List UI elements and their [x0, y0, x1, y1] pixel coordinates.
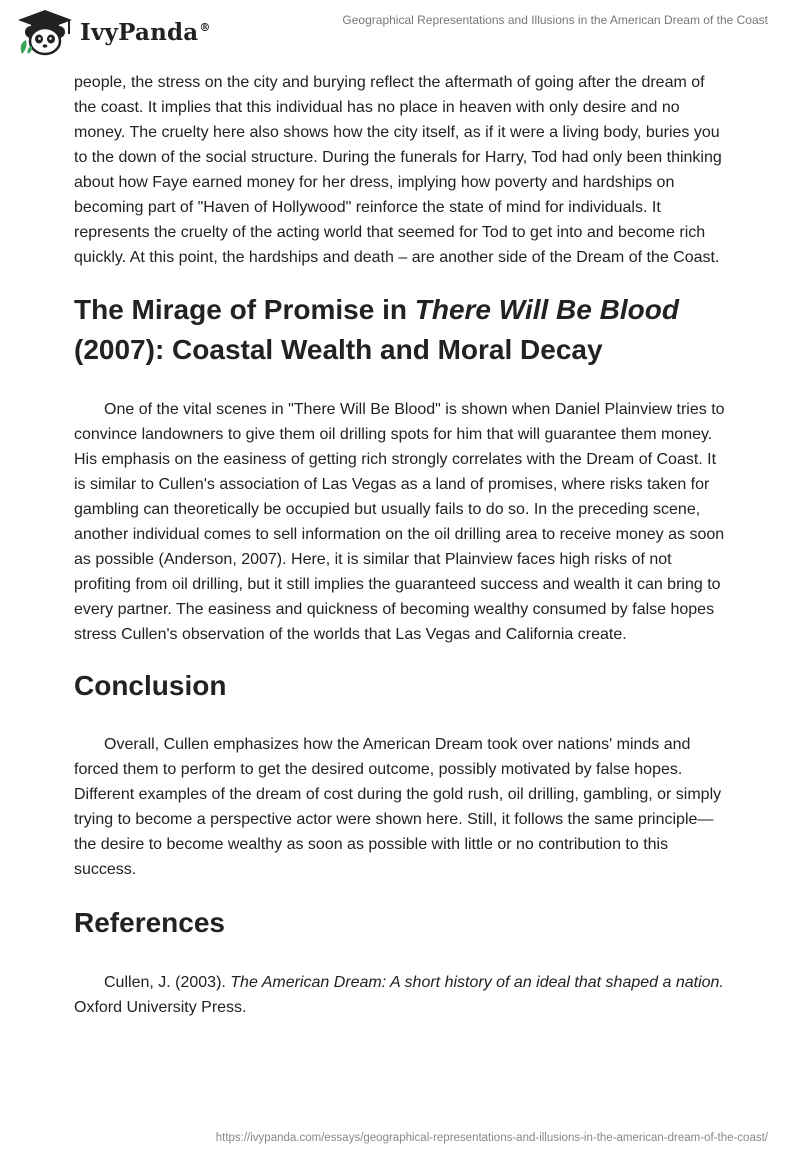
reference-title: The American Dream: A short history of an ideal that shaped a nation. [230, 974, 724, 991]
section-heading-conclusion: Conclusion [74, 670, 227, 701]
logo[interactable] [14, 8, 211, 56]
film-title: There Will Be Blood [414, 294, 679, 325]
essay-content [74, 70, 726, 1020]
paragraph-2: One of the vital scenes in "There Will Be Blood" is shown when Daniel Plainview tries to convince landowners to give them oil drilling spots for him that will guarantee them money. His emphasis on the easiness of getting rich strongly correlates with the Dream of Coast. It is similar to Cullen's association of Las Vegas as a land of promises, where risks taken for gambling can theoretically be occupied but usually fails to do so. In the preceding scene, another individual comes to sell information on the oil drilling area to receive money as soon as possible (Anderson, 2007). Here, it is similar that Plainview faces high risks of not profiting from oil drilling, but it still implies the guaranteed success and wealth it can bring to every partner. The easiness and quickness of becoming wealthy consumed by false hopes stress Cullen's observation of the worlds that Las Vegas and California create. [74, 401, 725, 643]
section-heading-there-will-be-blood: The Mirage of Promise in There Will Be Blood (2007): Coastal Wealth and Moral Decay [74, 294, 679, 365]
panda-graduate-icon [14, 8, 76, 56]
section-heading-references: References [74, 907, 225, 938]
paragraph-3: Overall, Cullen emphasizes how the American Dream took over nations' minds and forced them to perform to get the desired outcome, possibly motivated by false hopes. Different examples of the dream of cost during the gold rush, oil drilling, gambling, or simply trying to become a perspective actor were shown here. Still, it follows the same principle—the desire to become wealthy as soon as possible with little or no contribution to this success. [74, 736, 722, 878]
registered-mark: ® [199, 20, 211, 34]
footer-url[interactable]: https://ivypanda.com/essays/geographical-representations-and-illusions-in-the-american-dream-of-the-coast/ [215, 1132, 768, 1144]
document-title: Geographical Representations and Illusions in the American Dream of the Coast [342, 13, 768, 27]
page-header [0, 0, 800, 64]
brand-name: IvyPanda® [80, 18, 211, 46]
reference-entry: Cullen, J. (2003). The American Dream: A short history of an ideal that shaped a nation. Oxford University Press. [74, 974, 724, 1016]
paragraph-1: people, the stress on the city and burying reflect the aftermath of going after the dream of the coast. It implies that this individual has no place in heaven with only desire and no money. The cruelty here also shows how the city itself, as if it were a living body, buries you to the down of the social structure. During the funerals for Harry, Tod had only been thinking about how Faye earned money for her dress, implying how poverty and hardships on becoming part of "Haven of Hollywood" reinforce the state of mind for individuals. It represents the cruelty of the acting world that seemed for Tod to get into and become rich quickly. At this point, the hardships and death – are another side of the Dream of the Coast. [74, 74, 722, 266]
